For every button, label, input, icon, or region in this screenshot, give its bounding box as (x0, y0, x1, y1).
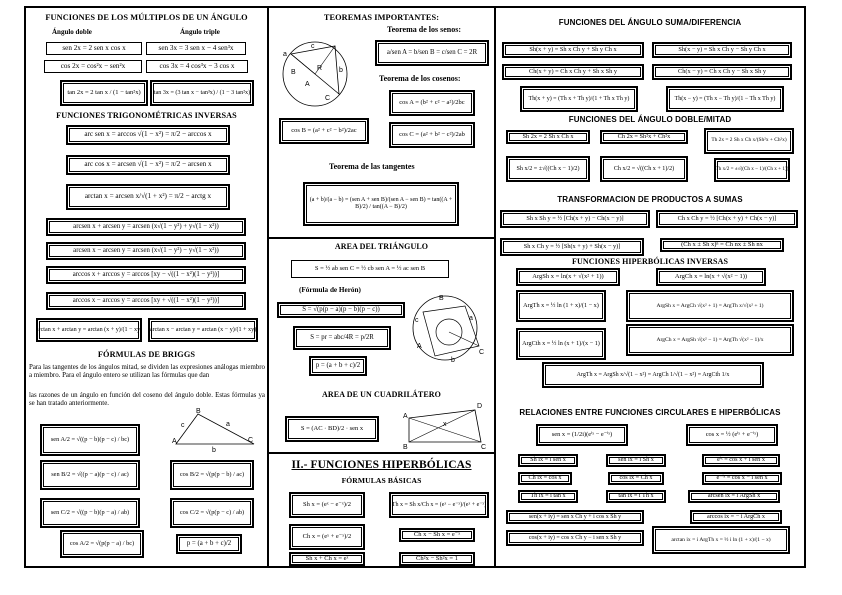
formula-sen-complex: sen(x + iy) = sen x Ch y + i cos x Sh y (506, 510, 644, 524)
formula-euler-minus: e⁻ⁱˣ = cos x − i sen x (702, 472, 782, 485)
circle-label-c: c (311, 43, 315, 50)
formula-cos-exp: cos x = ½ (eⁱˣ + e⁻ⁱˣ) (686, 424, 778, 446)
inverse-hyp-title: FUNCIONES HIPERBÓLICAS INVERSAS (571, 257, 729, 266)
divider-area-triangle (269, 237, 494, 239)
formula-cos-complex: cos(x + iy) = cos x Ch y − i sen x Sh y (506, 530, 644, 546)
tri-label-a: a (226, 421, 230, 428)
formula-euler-plus: eⁱˣ = cos x + i sen x (702, 454, 780, 467)
formula-argsh: ArgSh x = ln(x + √(x² + 1)) (516, 268, 620, 286)
basic-title: FÓRMULAS BÁSICAS (341, 476, 422, 485)
formula-sen-a2: sen A/2 = √((p − b)(p − c) / bc) (40, 424, 140, 456)
formula-arctan: arctan x = arcsen x/√(1 + x²) = π/2 − arctg x (66, 184, 230, 210)
formula-argcth: ArgCth x = ½ ln (x + 1)/(x − 1) (516, 328, 606, 360)
formula-ch: Ch x = (eˣ + e⁻ˣ)/2 (289, 524, 365, 550)
formula-ch-sum: Ch(x + y) = Ch x Ch y + Sh x Sh y (502, 64, 644, 80)
triple-angle-label: Ángulo triple (180, 28, 220, 36)
circle-label-B: B (291, 69, 296, 76)
incircle-label-A: A (417, 343, 422, 350)
formula-de-moivre-hyp: (Ch x ± Sh x)ⁿ = Ch nx ± Sh nx (660, 238, 784, 252)
circle-label-b: b (339, 67, 343, 74)
formula-th-sum: Th(x + y) = (Th x + Th y)/(1 + Th x Th y) (520, 86, 638, 112)
incircle-label-b: b (451, 357, 455, 364)
quad-label-A: A (403, 413, 408, 420)
formula-area-sin: S = ½ ab sen C = ½ cb sen A = ½ ac sen B (291, 260, 449, 278)
column-trig-multiples (26, 8, 269, 566)
formula-ch2-sh2: Ch²x − Sh²x = 1 (399, 552, 475, 566)
formula-sh: Sh x = (eˣ − e⁻ˣ)/2 (289, 492, 365, 518)
formula-th: Th x = Sh x/Ch x = (eˣ − e⁻ˣ)/(eˣ + e⁻ˣ) (389, 492, 489, 518)
formula-cos-b: cos B = (a² + c² − b²)/2ac (279, 118, 369, 144)
formula-sen-b2: sen B/2 = √((p − a)(p − c) / ac) (40, 460, 140, 490)
formula-sen2x: sen 2x = 2 sen x cos x (46, 42, 142, 55)
briggs-title: FÓRMULAS DE BRIGGS (97, 350, 196, 359)
formula-arccos: arc cos x = arcsen √(1 − x²) = π/2 − arcsen x (66, 155, 230, 175)
formula-arctan-diff: arctan x − arctan y = arctan (x − y)/(1 + xy) (148, 318, 258, 342)
formula-cos-c2: cos C/2 = √(p(p − c) / ab) (170, 498, 254, 528)
cosines-title: Teorema de los cosenos: (379, 74, 461, 83)
formula-arctan-ix: arctan ix = i ArgTh x = ½ i ln (1 + x)/(1 − x) (652, 526, 790, 554)
hyperbolic-title: II.- FUNCIONES HIPERBÓLICAS (291, 459, 472, 471)
quadrilateral-figure (403, 403, 489, 451)
incircle-label-C: C (479, 349, 485, 356)
formula-sh2x: Sh 2x = 2 Sh x Ch x (506, 130, 590, 144)
multiples-title: FUNCIONES DE LOS MÚLTIPLOS DE UN ÁNGULO (45, 13, 248, 22)
formula-area-inradius: S = pr = abc/4R = p/2R (293, 326, 391, 350)
tangents-title: Teorema de las tangentes (329, 162, 415, 171)
inverse-title: FUNCIONES TRIGONOMÉTRICAS INVERSAS (56, 111, 237, 120)
formula-ch-half: Ch x/2 = √((Ch x + 1)/2) (600, 156, 688, 182)
incircle-label-B: B (439, 295, 444, 302)
sum-title: FUNCIONES DEL ÁNGULO SUMA/DIFERENCIA (558, 18, 742, 27)
area-quad-title: AREA DE UN CUADRILÁTERO (322, 390, 441, 399)
relations-title: RELACIONES ENTRE FUNCIONES CIRCULARES E HIPERBÓLICAS (519, 408, 781, 417)
formula-arccos-sum: arccos x + arccos y = arccos [xy − √((1 − x²)(1 − y²))] (46, 266, 246, 284)
formula-tan2x: tan 2x = 2 tan x / (1 − tan²x) (60, 80, 148, 106)
formula-th-half: Th x/2 = ±√((Ch x − 1)/(Ch x + 1)) (714, 158, 790, 182)
formula-sh-half: Sh x/2 = ±√((Ch x − 1)/2) (506, 156, 590, 182)
formula-area-p: p = (a + b + c)/2 (309, 356, 367, 376)
formula-sh-ch: Sh x Ch y = ½ [Sh(x + y) + Sh(x − y)] (500, 238, 644, 256)
quad-label-C: C (481, 444, 487, 451)
heron-title: (Fórmula de Herón) (299, 286, 361, 294)
formula-arcsen: arc sen x = arccos √(1 − x²) = π/2 − arccos x (66, 125, 230, 145)
formula-cos-c: cos C = (a² + b² − c²)/2ab (389, 122, 475, 148)
circle-label-a: a (283, 51, 287, 58)
formula-cos-ix: cos ix = Ch x (608, 472, 664, 485)
circle-label-R: R (317, 65, 323, 72)
formula-arcsen-ix: arcsen ix = i ArgSh x (688, 490, 780, 503)
sines-title: Teorema de los senos: (387, 25, 461, 34)
double-angle-label: Ángulo doble (52, 28, 92, 36)
formula-arctan-sum: arctan x + arctan y = arctan (x + y)/(1 − xy) (36, 318, 142, 342)
formula-sh-sh: Sh x Sh y = ½ [Ch(x + y) − Ch(x − y)] (500, 210, 650, 228)
formula-sen-ix: sen ix = i Sh x (606, 454, 666, 467)
tri-label-b: b (212, 447, 216, 454)
quad-label-B: B (403, 444, 408, 451)
incircle-figure (409, 292, 493, 368)
incircle-label-c: c (415, 317, 419, 324)
formula-cos-a2: cos A/2 = √(p(p − a) / bc) (60, 530, 144, 558)
formula-sen3x: sen 3x = 3 sen x − 4 sen³x (146, 42, 246, 55)
tri-label-C: C (248, 437, 254, 444)
formula-sen-c2: sen C/2 = √((p − b)(p − a) / ab) (40, 498, 140, 528)
briggs-text-1: Para las tangentes de los ángulos mitad, se dividen las expresiones análogas miembro a miembro. Para el ángulo entero se utilizan las fórmulas que dan (29, 364, 265, 380)
circle-label-C: C (325, 95, 331, 102)
tri-label-c: c (181, 422, 185, 429)
formula-argth-equiv: ArgTh x = ArgSh x/√(1 − x²) = ArgCh 1/√(1 − x²) = ArgCth 1/x (542, 362, 764, 388)
formula-arcsen-sum: arcsen x + arcsen y = arcsen (x√(1 − y²) + y√(1 − x²)) (46, 218, 246, 236)
formula-tan-ix: tan ix = i Th x (606, 490, 666, 503)
formula-ch-diff: Ch(x − y) = Ch x Ch y − Sh x Sh y (652, 64, 792, 80)
briggs-triangle-figure (168, 408, 258, 454)
circumcircle-figure (281, 36, 351, 112)
formula-arcsen-diff: arcsen x − arcsen y = arcsen (x√(1 − y²) − y√(1 − x²)) (46, 242, 246, 260)
formula-law-of-tangents: (a + b)/(a − b) = (sen A + sen B)/(sen A − sen B) = tan((A + B)/2) / tan((A − B)/2) (303, 182, 459, 226)
formula-cos-b2: cos B/2 = √(p(p − b) / ac) (170, 460, 254, 490)
formula-th2x: Th 2x = 2 Sh x Ch x/(Sh²x + Ch²x) (704, 128, 794, 154)
formula-th-diff: Th(x − y) = (Th x − Th y)/(1 − Th x Th y) (666, 86, 784, 112)
formula-argth: ArgTh x = ½ ln (1 + x)/(1 − x) (516, 290, 606, 322)
formula-argch: ArgCh x = ln(x + √(x² − 1)) (656, 268, 766, 286)
products-title: TRANSFORMACION DE PRODUCTOS A SUMAS (557, 195, 743, 204)
divider-hyperbolic (269, 452, 494, 454)
formula-ch-ix: Ch ix = cos x (518, 472, 572, 485)
formula-sh-plus-ch: Sh x + Ch x = eˣ (289, 552, 365, 566)
formula-arccos-ix: arccos ix = − i ArgCh x (690, 510, 782, 524)
formula-cos2x: cos 2x = cos²x − sen²x (44, 60, 142, 73)
formula-argsh-equiv: ArgSh x = ArgCh √(x² + 1) = ArgTh x/√(x² + 1) (626, 290, 794, 322)
formula-sh-sum: Sh(x + y) = Sh x Ch y + Sh y Ch x (502, 42, 644, 58)
formula-sh-diff: Sh(x − y) = Sh x Ch y − Sh y Ch x (652, 42, 792, 58)
double-half-title: FUNCIONES DEL ÁNGULO DOBLE/MITAD (568, 115, 732, 124)
tri-label-B: B (196, 408, 201, 415)
column-hyperbolic (496, 8, 804, 566)
formula-heron: S = √(p(p − a)(p − b)(p − c)) (277, 302, 405, 318)
formula-argch-equiv: ArgCh x = ArgSh √(x² − 1) = ArgTh √(x² − 1)/x (626, 324, 794, 356)
circle-label-A: A (305, 81, 310, 88)
tri-label-A: A (172, 438, 177, 445)
quad-label-D: D (477, 403, 483, 410)
formula-cos-a: cos A = (b² + c² − a²)/2bc (389, 90, 475, 116)
formula-sen-exp: sen x = (1/2i)(eⁱˣ − e⁻ⁱˣ) (536, 424, 628, 446)
formula-arccos-diff: arccos x − arccos y = arccos [xy + √((1 − x²)(1 − y²))] (46, 292, 246, 310)
formula-sheet (24, 6, 806, 568)
formula-cos3x: cos 3x = 4 cos³x − 3 cos x (146, 60, 248, 73)
briggs-text-2: las razones de un ángulo en función del coseno del ángulo doble. Estas fórmulas ya se han tratado anteriormente. (29, 392, 265, 408)
column-theorems (269, 8, 496, 566)
incircle-label-a: a (469, 315, 473, 322)
formula-ch-ch: Ch x Ch y = ½ [Ch(x + y) + Ch(x − y)] (656, 210, 798, 228)
formula-th-ix: Th ix = i tan x (518, 490, 578, 503)
formula-ch-minus-sh: Ch x − Sh x = e⁻ˣ (399, 528, 475, 542)
formula-briggs-p: p = (a + b + c)/2 (176, 534, 242, 554)
formula-ch2x: Ch 2x = Sh²x + Ch²x (600, 130, 688, 144)
formula-sh-ix: Sh ix = i sen x (518, 454, 578, 467)
formula-area-quad: S = (AC · BD)/2 · sen x (285, 416, 379, 442)
formula-law-of-sines: a/sen A = b/sen B = c/sen C = 2R (375, 40, 489, 66)
theorems-title: TEOREMAS IMPORTANTES: (323, 13, 440, 22)
quad-label-x: x (443, 421, 447, 428)
formula-tan3x: tan 3x = (3 tan x − tan³x) / (1 − 3 tan²x) (150, 80, 254, 106)
area-triangle-title: AREA DEL TRIÁNGULO (334, 242, 429, 251)
